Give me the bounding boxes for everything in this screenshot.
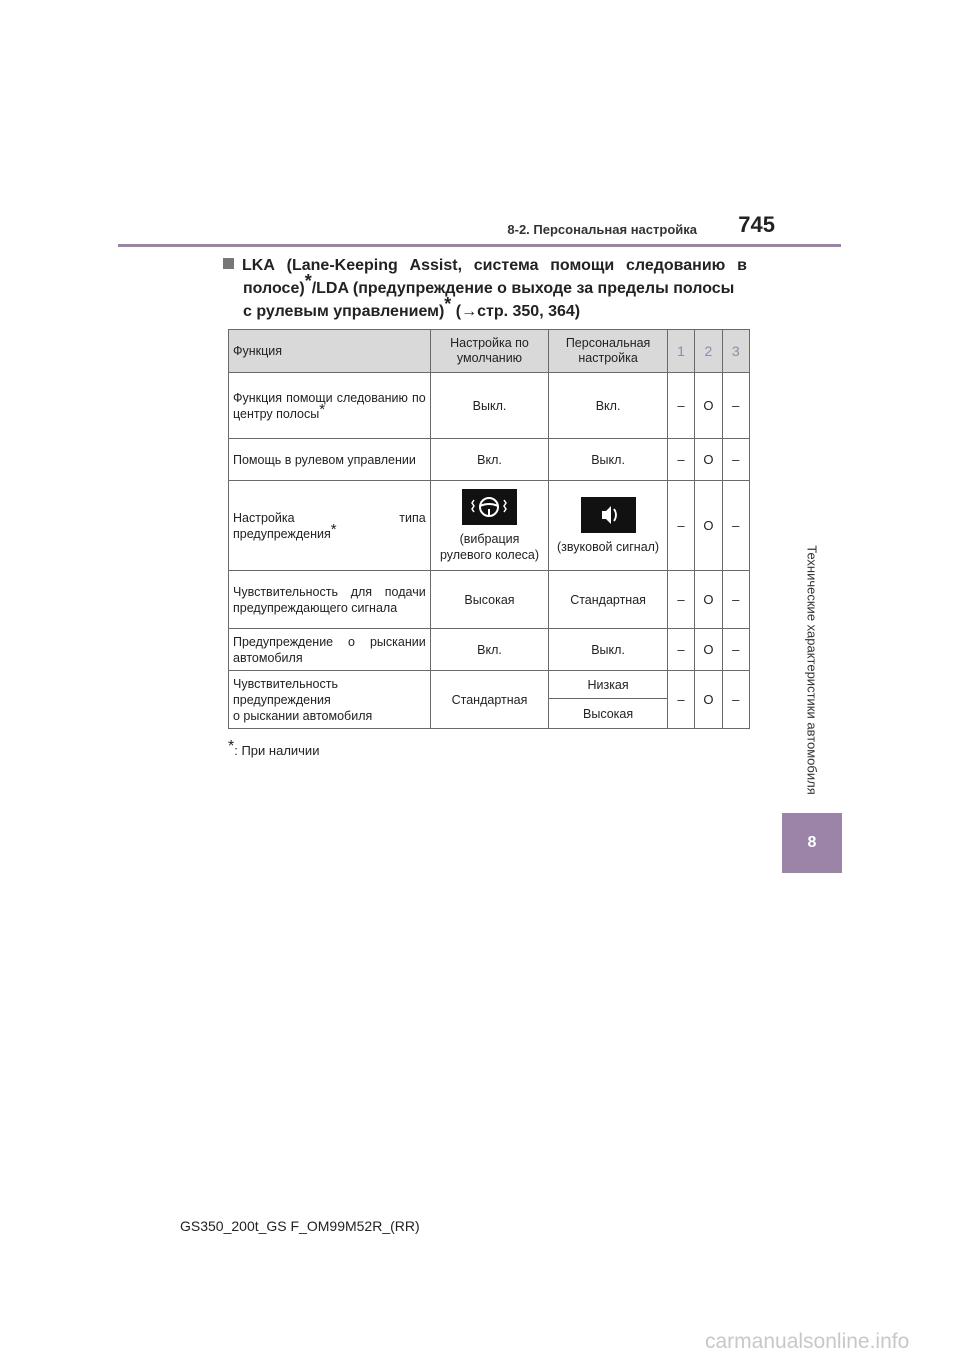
header-default: Настройка по умолчанию <box>430 330 549 373</box>
header-col2-icon: 2 <box>695 330 722 373</box>
steering-wheel-vibration-icon <box>462 489 517 525</box>
heading-line-3: с рулевым управлением)* (→стр. 350, 364) <box>243 294 581 320</box>
heading-line-1: LKA (Lane-Keeping Assist, система помощи следованию в <box>223 254 747 277</box>
heading-line-2: полосе)*/LDA (предупреждение о выходе за пределы полосы <box>243 271 735 297</box>
header-col3-icon: 3 <box>722 330 749 373</box>
table-row: Чувствительность предупреждения о рыскании автомобиля Стандартная Низкая – O – <box>229 671 750 699</box>
header-col1-icon: 1 <box>667 330 694 373</box>
watermark: carmanualsonline.info <box>705 1330 910 1353</box>
header-personal: Персональная настройка <box>549 330 668 373</box>
table-row: Настройка типа предупреждения* (вибрация рулевого колеса) (звуковой сигнал) – O – <box>229 481 750 571</box>
header-section-title: 8-2. Персональная настройка <box>507 222 697 237</box>
page-ref-arrow-icon: → <box>461 303 478 320</box>
page-number: 745 <box>738 212 775 237</box>
table-row: Помощь в рулевом управлении Вкл. Выкл. – O – <box>229 439 750 481</box>
table-header-row <box>229 330 750 373</box>
table-row: Функция помощи следованию по центру полосы* Выкл. Вкл. – O – <box>229 373 750 439</box>
buzzer-icon <box>581 497 636 533</box>
footnote: *: При наличии <box>228 738 320 758</box>
header-rule <box>118 244 841 247</box>
section-heading <box>223 254 747 323</box>
header-function: Функция <box>229 330 431 373</box>
table-row: Высокая <box>229 699 750 729</box>
table-row: Предупреждение о рыскании автомобиля Вкл. Выкл. – O – <box>229 629 750 671</box>
settings-table <box>228 329 750 729</box>
footer-model-code: GS350_200t_GS F_OM99M52R_(RR) <box>180 1218 420 1234</box>
table-row: Чувствительность для подачи предупреждающего сигнала Высокая Стандартная – O – <box>229 571 750 629</box>
chapter-tab: 8 <box>782 813 842 873</box>
heading-bullet-icon: LKA <box>223 254 275 277</box>
